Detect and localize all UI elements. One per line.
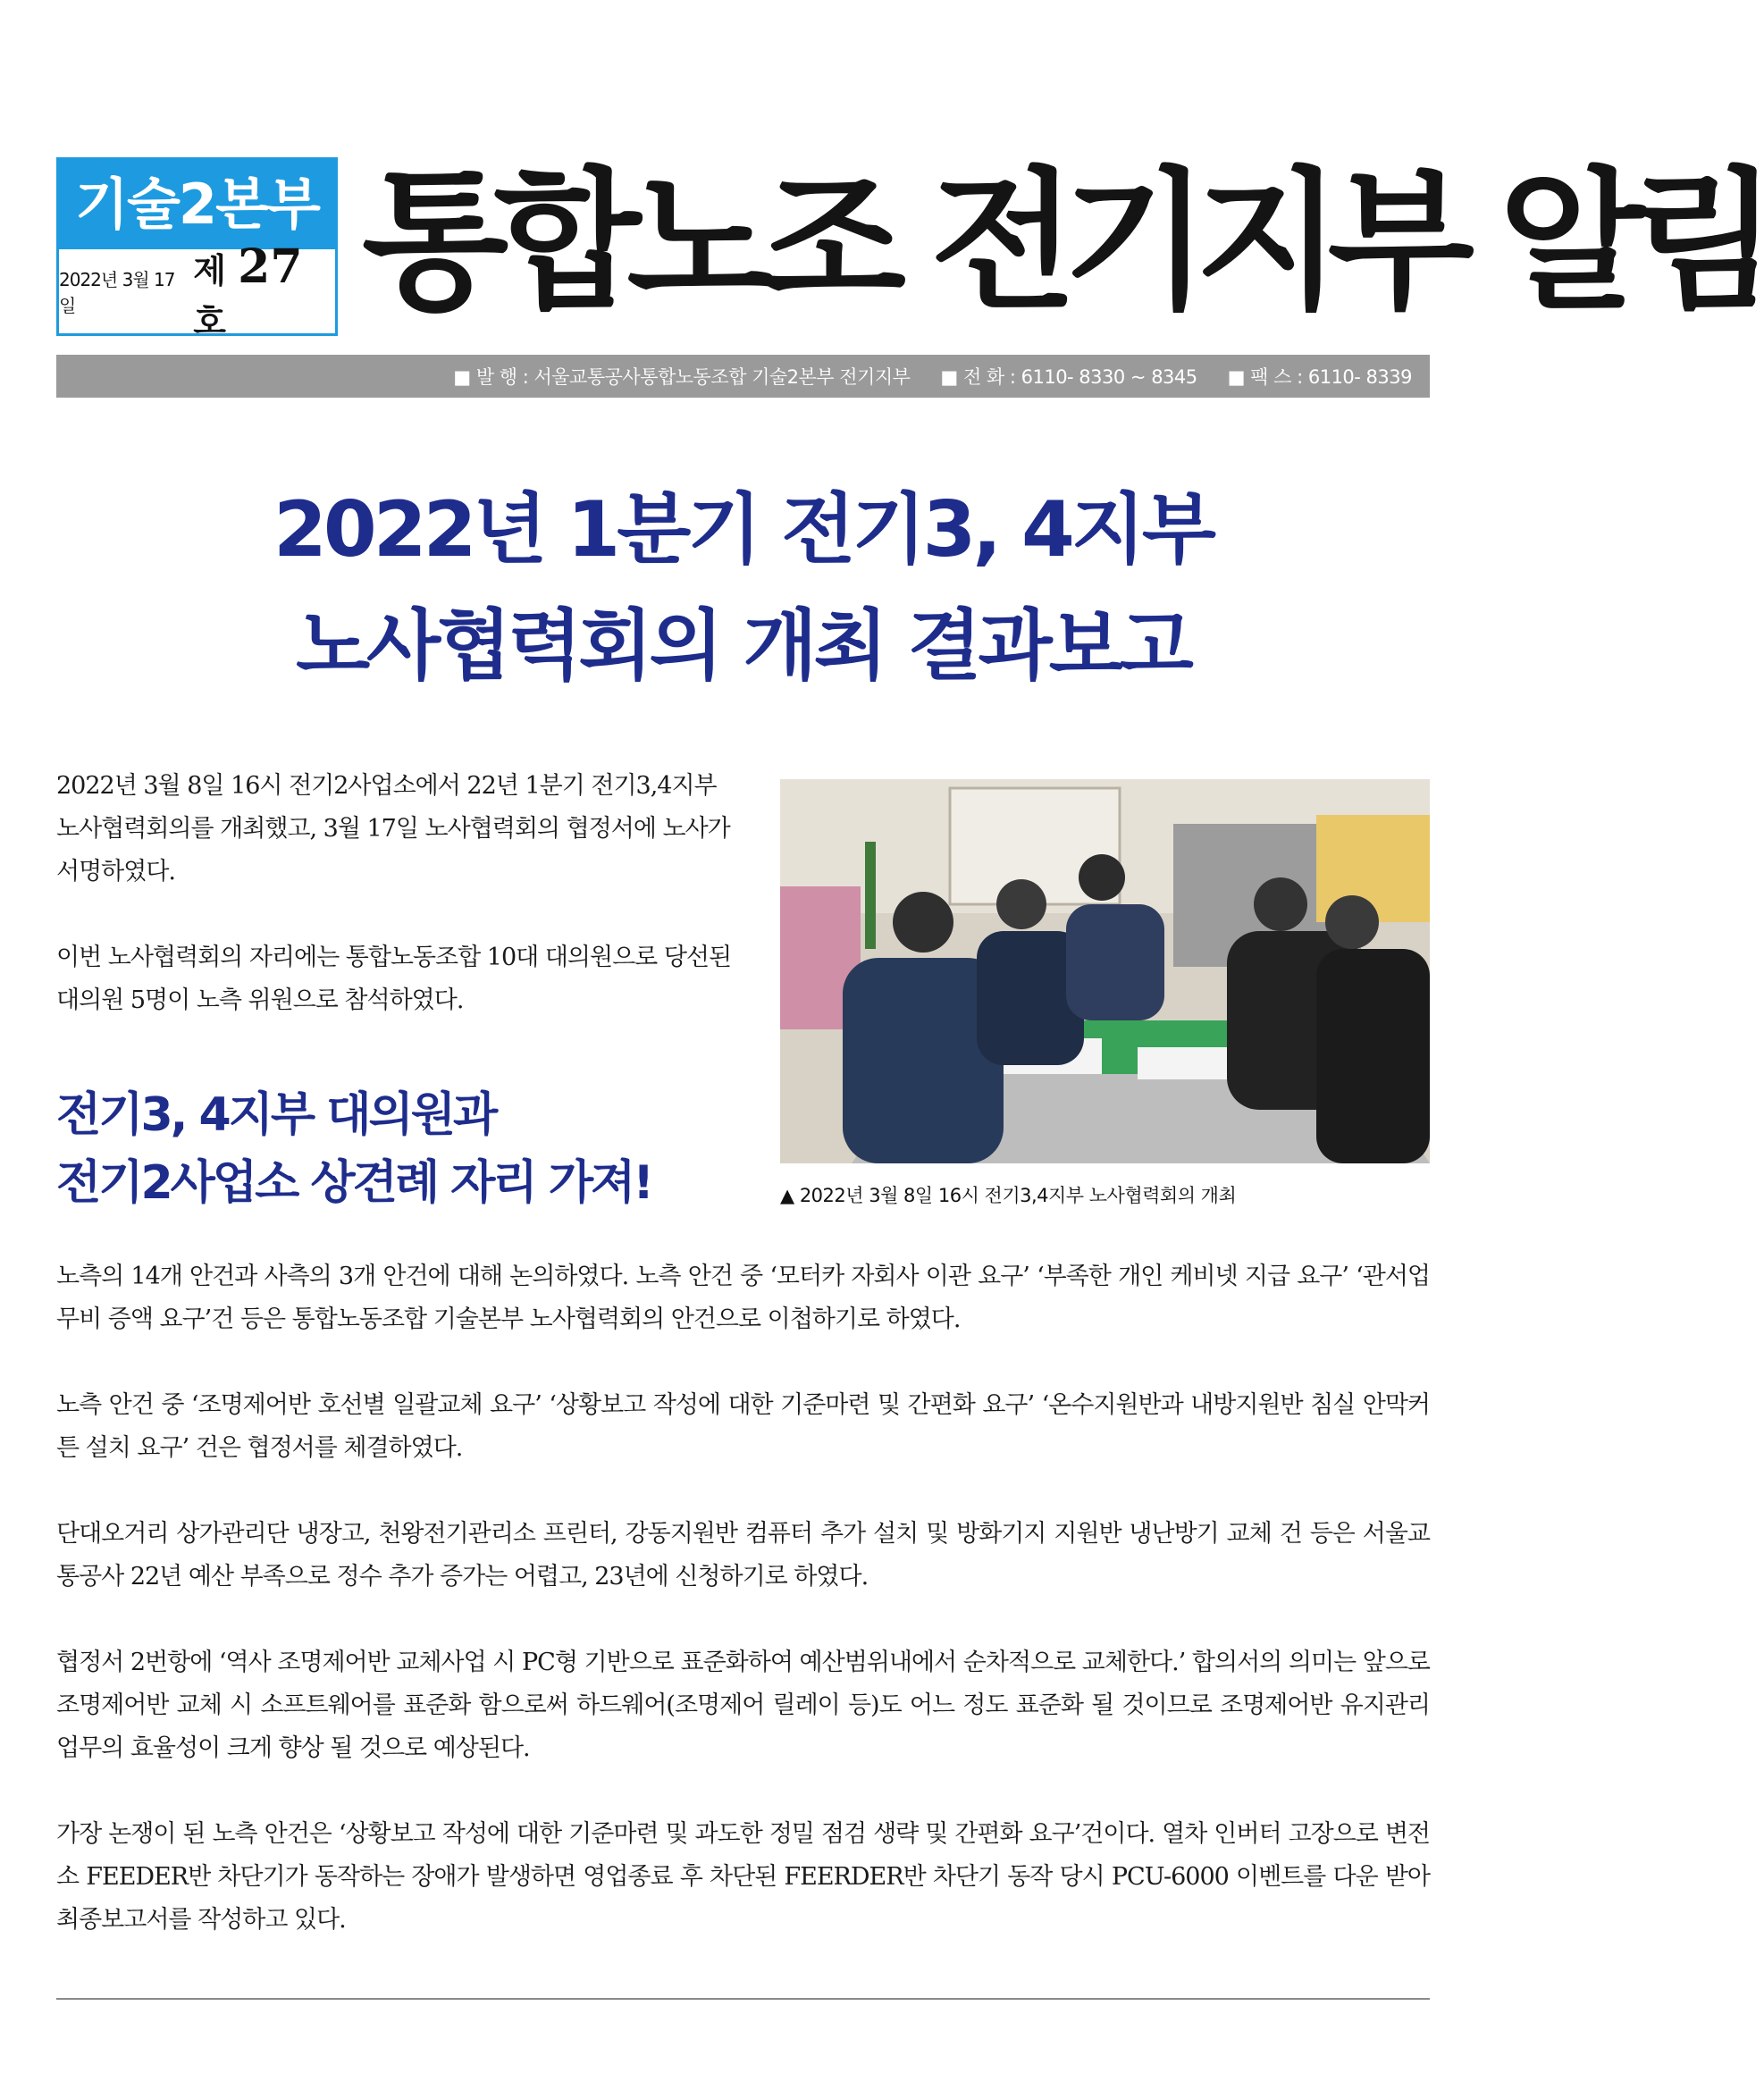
publisher-bar (56, 355, 1430, 398)
division-badge (56, 157, 338, 341)
article-headline (56, 472, 1430, 704)
body-paragraph: 가장 논쟁이 된 노측 안건은 ‘상황보고 작성에 대한 기준마련 및 과도한 정밀 점검 생략 및 간편화 요구’건이다. 열차 인버터 고장으로 변전소 FEEDER반 차단기가 동작하는 장애가 발생하면 영업종료 후 차단된 FEERDER반 차단기 동작 당시 PCU-6000 이벤트를 다운 받아 최종보고서를 작성하고 있다. (56, 1820, 1430, 1934)
headline-line-2: 노사협력회의 개최 결과보고 (296, 601, 1190, 691)
intro-column (56, 765, 735, 1065)
issue-date: 2022년 3월 17일 (59, 269, 175, 316)
issue-suffix: 호 (193, 301, 226, 341)
body-paragraph: 단대오거리 상가관리단 냉장고, 천왕전기관리소 프린터, 강동지원반 컴퓨터 추가 설치 및 방화기지 지원반 냉난방기 교체 건 등은 서울교통공사 22년 예산 부족으로 정수 추가 증가는 어렵고, 23년에 신청하기로 하였다. (56, 1520, 1430, 1591)
fax-info: ■ 팩 스 : 6110- 8339 (1227, 366, 1412, 388)
issue-info (59, 239, 335, 341)
issue-number: 27 (238, 239, 303, 294)
phone-info: ■ 전 화 : 6110- 8330 ~ 8345 (940, 366, 1197, 388)
headline-line-1: 2022년 1분기 전기3, 4지부 (273, 485, 1213, 575)
bottom-divider (56, 1998, 1430, 2000)
body-paragraph: 협정서 2번항에 ‘역사 조명제어반 교체사업 시 PC형 기반으로 표준화하여 예산범위내에서 순차적으로 교체한다.’ 합의서의 의미는 앞으로 조명제어반 교체 시 소프트웨어를 표준화 함으로써 하드웨어(조명제어 릴레이 등)도 어느 정도 표준화 될 것이므로 조명제어반 유지관리 업무의 효율성이 크게 향상 될 것으로 예상된다. (56, 1649, 1430, 1762)
body-paragraph: 노측의 14개 안건과 사측의 3개 안건에 대해 논의하였다. 노측 안건 중 ‘모터카 자회사 이관 요구’ ‘부족한 개인 케비넷 지급 요구’ ‘관서업무비 증액 요구’건 등은 통합노동조합 기술본부 노사협력회의 안건으로 이첩하기로 하였다. (56, 1263, 1430, 1333)
issue-prefix: 제 (193, 250, 226, 290)
issue-number-group (193, 239, 335, 343)
publisher-info: ■ 발 행 : 서울교통공사통합노동조합 기술2본부 전기지부 (453, 366, 911, 388)
subheadline-line-2: 전기2사업소 상견례 자리 가져! (56, 1156, 651, 1210)
article-body (56, 1255, 1430, 1985)
intro-paragraph: 2022년 3월 8일 16시 전기2사업소에서 22년 1분기 전기3,4지부 노사협력회의를 개최했고, 3월 17일 노사협력회의 협정서에 노사가 서명하였다. (56, 772, 730, 886)
subheadline-line-1: 전기3, 4지부 대의원과 (56, 1088, 496, 1142)
meeting-photo (780, 779, 1430, 1163)
intro-paragraph: 이번 노사협력회의 자리에는 통합노동조합 10대 대의원으로 당선된 대의원 5명이 노측 위원으로 참석하였다. (56, 944, 732, 1014)
photo-caption: ▲ 2022년 3월 8일 16시 전기3,4지부 노사협력회의 개최 (780, 1185, 1237, 1206)
newsletter-title: 통합노조 전기지부 알림 (362, 154, 1764, 331)
subheadline (56, 1081, 762, 1217)
division-label: 기술2본부 (59, 160, 335, 249)
body-paragraph: 노측 안건 중 ‘조명제어반 호선별 일괄교체 요구’ ‘상황보고 작성에 대한 기준마련 및 간편화 요구’ ‘온수지원반과 내방지원반 침실 안막커튼 설치 요구’ 건은 협정서를 체결하였다. (56, 1391, 1430, 1462)
meeting-photo-illustration (780, 779, 1430, 1163)
